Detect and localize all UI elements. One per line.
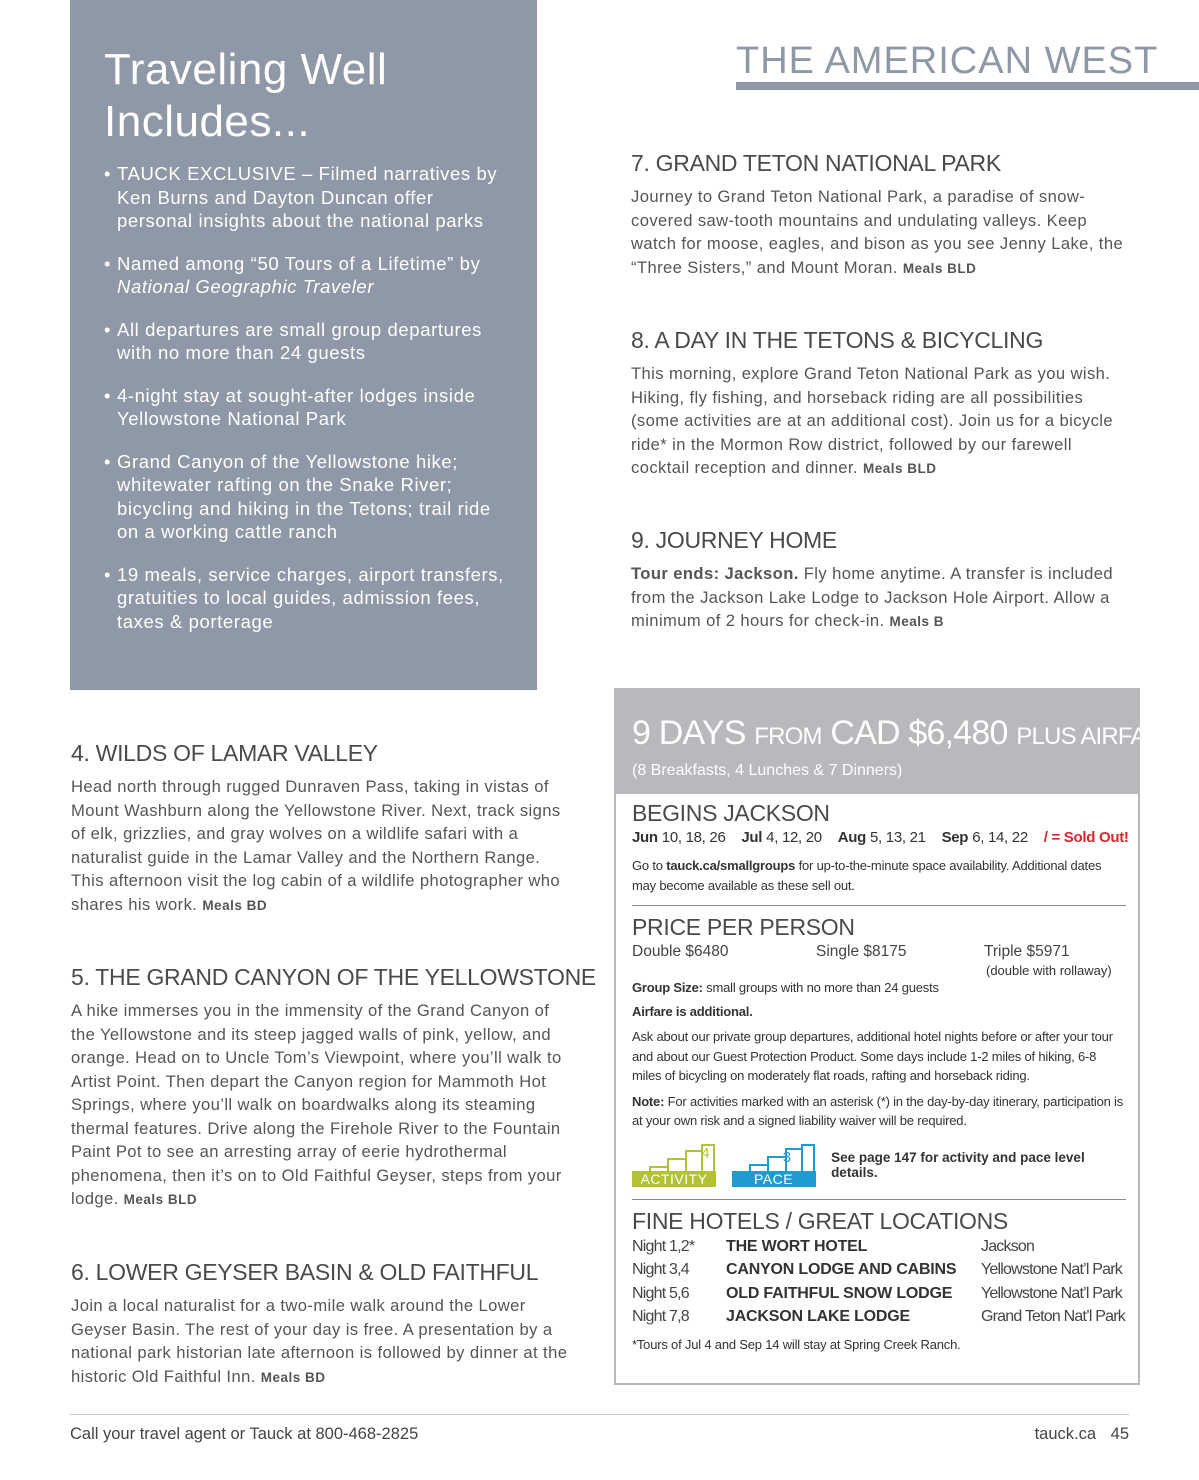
day-title: 5. THE GRAND CANYON OF THE YELLOWSTONE <box>71 964 596 990</box>
date-group: Aug 5, 13, 21 <box>837 829 926 846</box>
liability-note: Note: For activities marked with an asterisk (*) in the day-by-day itinerary, participation is at your own risk and a signed liability waiver will be required. <box>632 1093 1124 1128</box>
day-body: Head north through rugged Dunraven Pass, taking in vistas of Mount Washburn along the Yellowstone River. Next, track signs of elk, grizzlies, and gray wolves on a wildlife safari with a naturalist guide in the Lamar Valley and the Northern Range. This afternoon visit the log cabin of a wildlife photographer who shares his work. Meals BD <box>71 777 561 914</box>
day-8 <box>631 327 1131 481</box>
hotels-list <box>632 1235 1126 1329</box>
hotel-row: Night 3,4 CANYON LODGE AND CABINS Yellowstone Nat’l Park <box>632 1261 1123 1278</box>
includes-item: • Grand Canyon of the Yellowstone hike; whitewater rafting on the Snake River; bicycling and hiking in the Tetons; trail ride on a working cattle ranch <box>104 450 507 544</box>
day-5 <box>71 964 596 1212</box>
price-headline: 9 DAYS FROM CAD $6,480 PLUS AIRFARE <box>632 714 1178 752</box>
sold-out-legend: / = Sold Out! <box>1043 829 1129 846</box>
activity-level-icon: 4 ACTIVITY <box>632 1143 714 1187</box>
meals-label: Meals BLD <box>902 260 977 276</box>
date-group: Jun 10, 18, 26 <box>632 829 726 846</box>
includes-item: • Named among “50 Tours of a Lifetime” by National Geographic Traveler <box>104 252 507 299</box>
date-group: Sep 6, 14, 22 <box>941 829 1028 846</box>
includes-item: • 19 meals, service charges, airport transfers, gratuities to local guides, admission fees, taxes & porterage <box>104 563 507 634</box>
day-6 <box>71 1259 571 1389</box>
meals-label: Meals BLD <box>123 1192 198 1207</box>
footer-call-text: Call your travel agent or Tauck at 800-468-2825 <box>70 1425 419 1443</box>
day-7 <box>631 150 1131 280</box>
info-body <box>616 800 1138 1354</box>
region-title-bar <box>736 82 1199 90</box>
price-title: PRICE PER PERSON <box>632 914 855 940</box>
price-single: Single $8175 <box>816 943 907 960</box>
meals-label: Meals BD <box>260 1369 326 1385</box>
date-group: Jul 4, 12, 20 <box>741 829 822 846</box>
hotels-note: *Tours of Jul 4 and Sep 14 will stay at Spring Creek Ranch. <box>632 1336 961 1352</box>
day-body: Join a local naturalist for a two-mile walk around the Lower Geyser Basin. The rest of your day is free. A presentation by a national park historian late afternoon is followed by dinner at the historic Old Faithful Inn. Meals BD <box>71 1296 568 1386</box>
includes-item: • All departures are small group departures with no more than 24 guests <box>104 318 507 365</box>
day-title: 4. WILDS OF LAMAR VALLEY <box>71 740 378 766</box>
group-size: Group Size: small groups with no more than 24 guests <box>632 980 939 995</box>
hotel-row: Night 7,8 JACKSON LAKE LODGE Grand Teton Nat’l Park <box>632 1308 1125 1325</box>
day-title: 7. GRAND TETON NATIONAL PARK <box>631 150 1001 176</box>
hotel-row: Night 1,2* THE WORT HOTEL Jackson <box>632 1237 1035 1255</box>
divider <box>632 1199 1126 1200</box>
airfare-note: Airfare is additional. <box>632 1003 753 1019</box>
footer-site-link[interactable]: tauck.ca <box>1034 1425 1097 1443</box>
day-body: Journey to Grand Teton National Park, a paradise of snow-covered saw-tooth mountains and undulating valleys. Keep watch for moose, eagles, and bison as you see Jenny Lake, the “Three Sisters,” and Mount Moran. Meals BLD <box>631 187 1124 277</box>
day-body: Tour ends: Jackson. Fly home anytime. A transfer is included from the Jackson Lake Lodge to Jackson Hole Airport. Allow a minimum of 2 hours for check-in. Meals B <box>631 564 1114 630</box>
price-headline-banner <box>616 690 1178 794</box>
ask-note: Ask about our private group departures, additional hotel nights before or after your tour and about our Guest Protection Product. Some days include 1-2 miles of hiking, 6-8 miles of bicycling on moderately flat roads, rafting and horseback riding. <box>632 1029 1113 1083</box>
day-body: This morning, explore Grand Teton National Park as you wish. Hiking, fly fishing, and horseback riding are all possibilities (some activities are at an additional cost). Join us for a bicycle ride* in the Mormon Row district, followed by our farewell cocktail reception and dinner. Meals BLD <box>631 364 1114 477</box>
level-indicators <box>632 1143 1126 1187</box>
includes-panel <box>70 0 537 690</box>
divider <box>632 905 1126 906</box>
includes-item: • TAUCK EXCLUSIVE – Filmed narratives by Ken Burns and Dayton Duncan offer personal insights about the national parks <box>104 162 507 233</box>
day-9 <box>631 527 1131 634</box>
day-title: 9. JOURNEY HOME <box>631 527 837 553</box>
day-title: 8. A DAY IN THE TETONS & BICYCLING <box>631 327 1044 353</box>
price-triple: Triple $5971 (double with rollaway) <box>984 943 1112 978</box>
pace-level-icon: 3 PACE <box>732 1143 814 1187</box>
availability-note: Go to tauck.ca/smallgroups for up-to-the-minute space availability. Additional dates may become available as these sell out. <box>632 858 1102 893</box>
includes-title: Traveling Well Includes... <box>104 45 388 146</box>
region-title: THE AMERICAN WEST <box>736 40 1159 82</box>
price-row <box>632 943 1126 978</box>
hotel-row: Night 5,6 OLD FAITHFUL SNOW LODGE Yellowstone Nat’l Park <box>632 1284 1123 1302</box>
meals-label: Meals BD <box>202 897 268 913</box>
page-number: 45 <box>1110 1425 1129 1443</box>
meals-summary: (8 Breakfasts, 4 Lunches & 7 Dinners) <box>632 762 903 779</box>
day-body: A hike immerses you in the immensity of the Grand Canyon of the Yellowstone and its steep jagged walls of pink, yellow, and orange. Head on to Uncle Tom’s Viewpoint, where you’ll walk to Artist Point. Then depart the Canyon region for Mammoth Hot Springs, where you’ll walk on boardwalks along its steaming thermal features. Drive along the Firehole River to the Fountain Paint Pot to see an arresting array of eerie hydrothermal phenomena, then it’s on to Old Faithful Geyser, steps from your lodge. Meals BLD <box>71 1001 562 1208</box>
tour-info-box <box>614 688 1178 1385</box>
levels-note: See page 147 for activity and pace level details. <box>831 1149 1085 1180</box>
includes-list <box>104 162 507 633</box>
footer-divider <box>70 1414 1129 1415</box>
departure-dates <box>632 829 1129 846</box>
day-4 <box>71 740 571 917</box>
meals-label: Meals B <box>889 614 945 629</box>
footer-right <box>1035 1425 1129 1444</box>
hotels-title: FINE HOTELS / GREAT LOCATIONS <box>632 1207 1008 1234</box>
price-double: Double $6480 <box>632 943 729 960</box>
day-title: 6. LOWER GEYSER BASIN & OLD FAITHFUL <box>71 1259 539 1285</box>
includes-item: • 4-night stay at sought-after lodges inside Yellowstone National Park <box>104 384 507 431</box>
begins-title: BEGINS JACKSON <box>632 800 830 826</box>
meals-label: Meals BLD <box>862 461 937 476</box>
availability-link[interactable]: tauck.ca/smallgroups <box>666 858 796 873</box>
